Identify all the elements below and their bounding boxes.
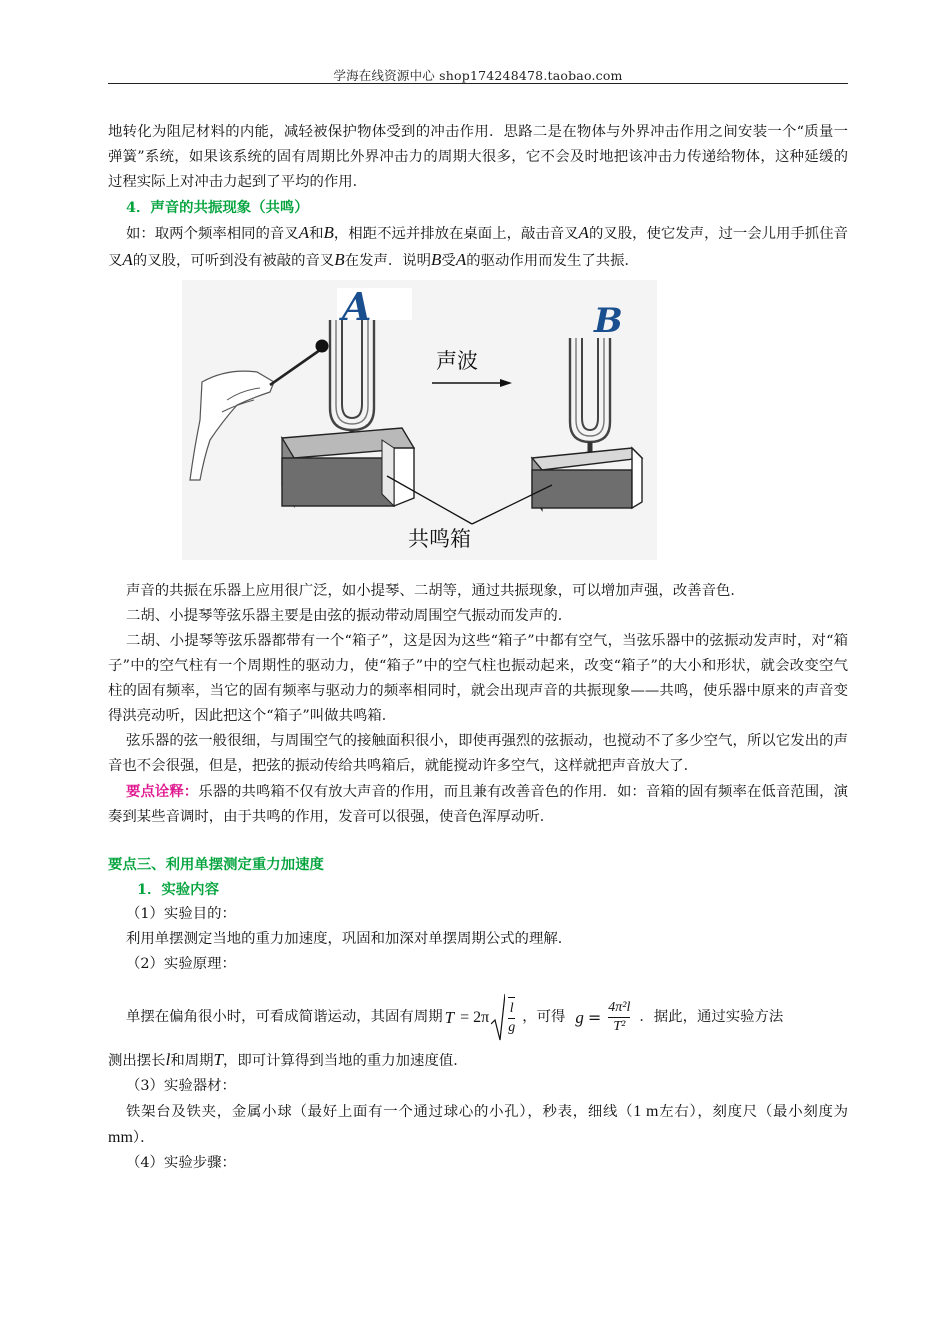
- purpose-text: 利用单摆测定当地的重力加速度，巩固和加深对单摆周期公式的理解．: [126, 931, 573, 947]
- steps-label: （4）实验步骤：: [126, 1155, 236, 1171]
- principle-label: （2）实验原理：: [126, 956, 236, 972]
- fork-b-label: B: [594, 301, 623, 341]
- equipment-text: 铁架台及铁夹，金属小球（最好上面有一个通过球心的小孔），秒表，细线（1 m左右），刻度尺（最小刻度为mm）．: [108, 1103, 848, 1146]
- principle-formula-line: 单摆在偏角很小时，可看成简谐运动，其固有周期 T = 2π $\frac{l}{g}$ ，可得 g = $\frac{\text{4π²l}}{\text{T²}}$ ．据此，通过实验方法: [108, 987, 848, 1047]
- striker-ball: [316, 340, 329, 353]
- paragraph-2: 二胡、小提琴等弦乐器主要是由弦的振动带动周围空气振动而发声的．: [126, 608, 573, 624]
- fork-a-label: A: [342, 284, 372, 329]
- resonance-figure: [182, 280, 657, 560]
- section-4-title: 4．声音的共振现象（共鸣）: [126, 199, 309, 216]
- page-header: 学海在线资源中心 shop174248478.taobao.com: [333, 68, 623, 83]
- resonance-box-a: [282, 428, 414, 506]
- sound-wave-label: 声波: [436, 349, 478, 373]
- document-body: [108, 120, 848, 1176]
- paragraph-4: 弦乐器的弦一般很细，与周围空气的接触面积很小，即使再强烈的弦振动，也搅动不了多少空气，所以它发出的声音也不会很强，但是，把弦的振动传给共鸣箱后，就能搅动许多空气，这样就把声音放大了．: [108, 733, 848, 774]
- equipment-label: （3）实验器材：: [126, 1078, 236, 1094]
- paragraph-3: 二胡、小提琴等弦乐器都带有一个“箱子”，这是因为这些“箱子”中都有空气，当弦乐器中的弦振动发声时，对“箱子”中的空气柱有一个周期性的驱动力，使“箱子”中的空气柱也振动起来，改变“箱子”的大小和形状，就会改变空气柱的固有频率，当它的固有频率与驱动力的频率相同时，就会出现声音的共振现象——共鸣，使乐器中原来的声音变得洪亮动听，因此把这个“箱子”叫做共鸣箱．: [108, 633, 848, 724]
- resonance-box-b: [532, 448, 642, 510]
- resonance-box-label: 共鸣箱: [408, 527, 471, 551]
- subsection-1-title: 1．实验内容: [137, 881, 219, 898]
- paragraph-1: 声音的共振在乐器上应用很广泛，如小提琴、二胡等，通过共振现象，可以增加声强，改善音色．: [126, 583, 745, 599]
- period-formula-fraction: $\frac{l}{g}$: [508, 997, 515, 1037]
- intro-paragraph: 地转化为阻尼材料的内能，减轻被保护物体受到的冲击作用．思路二是在物体与外界冲击作用之间安装一个“质量一弹簧”系统，如果该系统的固有周期比外界冲击力的周期大很多，它不会及时地把该冲击力传递给物体，这种延缓的过程实际上对冲击力起到了平均的作用．: [108, 124, 848, 190]
- header-rule: [108, 83, 848, 84]
- key-note: 要点诠释：乐器的共鸣箱不仅有放大声音的作用，而且兼有改善音色的作用．如：音箱的固有频率在低音范围，演奏到某些音调时，由于共鸣的作用，发音可以很强，使音色浑厚动听．: [108, 783, 848, 825]
- sqrt-sign: [491, 992, 505, 1042]
- gravity-formula-fraction: $\frac{\text{4π²l}}{\text{T²}}$: [608, 999, 631, 1034]
- section-3-title: 要点三、利用单摆测定重力加速度: [108, 856, 324, 873]
- purpose-label: （1）实验目的：: [126, 906, 236, 922]
- principle-conclusion: 测出摆长l和周期T，即可计算得到当地的重力加速度值．: [108, 1050, 468, 1069]
- key-note-label: 要点诠释：: [126, 783, 199, 800]
- example-paragraph: 如：取两个频率相同的音叉A和B，相距不远并排放在桌面上，敲击音叉A的叉股，使它发声，过一会儿用手抓住音叉A的叉股，可听到没有被敲的音叉B在发声．说明B受A的驱动作用而发生了共振．: [108, 223, 848, 269]
